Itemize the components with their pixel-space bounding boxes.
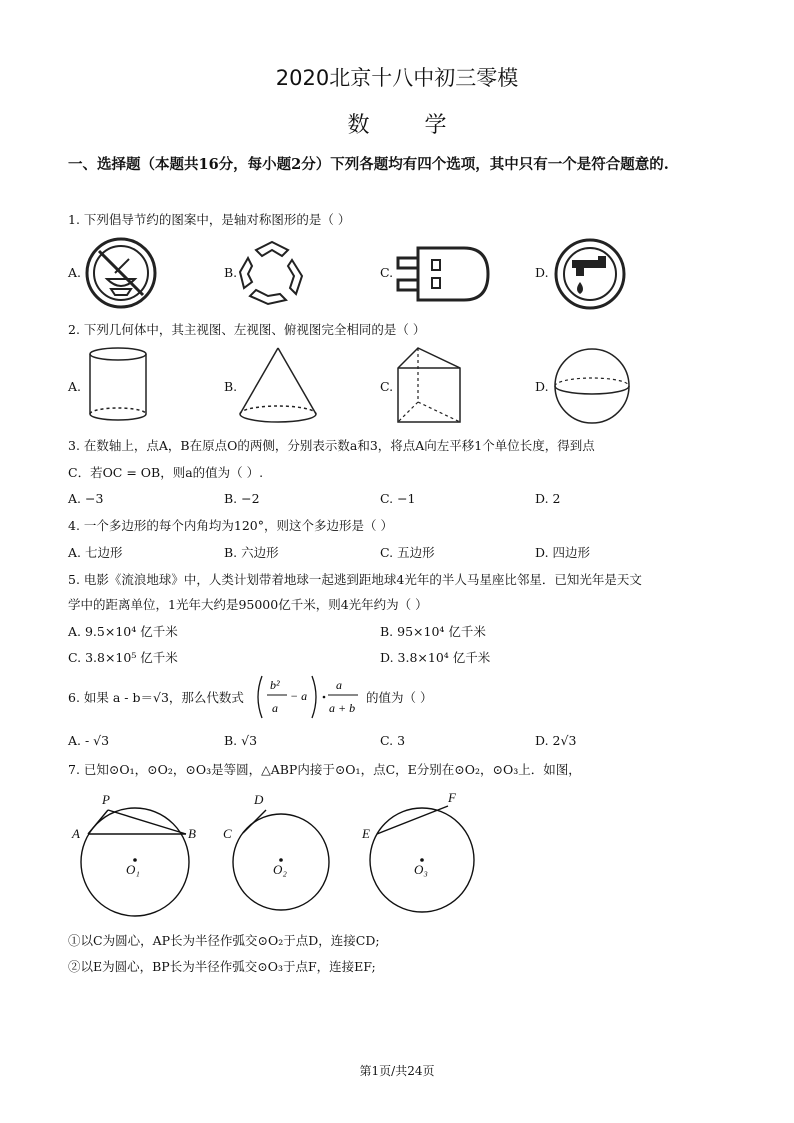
sphere-icon — [553, 347, 631, 425]
q6-minus-a: − a — [290, 689, 308, 703]
q5-option-b: B. 95×10⁴ 亿千米 — [380, 624, 486, 639]
label-e: E — [362, 826, 370, 841]
no-food-waste-icon — [85, 237, 157, 309]
q6-frac1-num: b² — [270, 678, 280, 692]
q3-option-c: C. −1 — [380, 491, 416, 506]
q6-option-a: A. - √3 — [68, 733, 110, 748]
label-a: A — [72, 826, 80, 841]
q1-stem: 1. 下列倡导节约的图案中，是轴对称图形的是（ ） — [68, 212, 351, 227]
q6-prefix: 6. 如果 a - b＝√3，那么代数式 — [68, 690, 244, 705]
q5-line2: 学中的距离单位，1光年大约是95000亿千米，则4光年约为（ ） — [68, 597, 428, 612]
q2-option-b: B. — [224, 379, 238, 394]
q1-option-c: C. — [380, 265, 394, 280]
label-d: D — [254, 792, 264, 807]
label-b: B — [188, 826, 196, 841]
label-c: C — [223, 826, 232, 841]
q3-line1: 3. 在数轴上，点A，B在原点O的两侧，分别表示数a和3，将点A向左平移1个单位长度，得到点 — [68, 438, 595, 453]
q7-step2: ②以E为圆心，BP长为半径作弧交⊙O₃于点F，连接EF; — [68, 959, 376, 974]
q5-option-d: D. 3.8×10⁴ 亿千米 — [380, 650, 491, 665]
q3-option-b: B. −2 — [224, 491, 260, 506]
q1-option-d: D. — [535, 265, 549, 280]
q2-stem: 2. 下列几何体中，其主视图、左视图、俯视图完全相同的是（ ） — [68, 322, 426, 337]
q4-option-a: A. 七边形 — [68, 545, 123, 560]
q4-stem: 4. 一个多边形的每个内角均为120°，则这个多边形是（ ） — [68, 518, 393, 533]
q7-step1: ①以C为圆心，AP长为半径作弧交⊙O₂于点D，连接CD; — [68, 933, 380, 948]
q4-option-d: D. 四边形 — [535, 545, 591, 560]
q3-option-a: A. −3 — [68, 491, 104, 506]
power-plug-icon — [394, 244, 492, 304]
q6-option-c: C. 3 — [380, 733, 406, 748]
label-o1: O₁ — [126, 862, 140, 877]
label-o3: O₃ — [414, 862, 428, 877]
q6-frac2-den: a + b — [329, 701, 356, 715]
q6-frac1-den: a — [272, 701, 278, 715]
cylinder-icon — [88, 346, 148, 424]
q3-option-d: D. 2 — [535, 491, 561, 506]
q6-frac2-num: a — [336, 678, 342, 692]
label-o2: O₂ — [273, 862, 287, 877]
page-title: 2020北京十八中初三零模 — [275, 66, 519, 90]
q5-option-c: C. 3.8×10⁵ 亿千米 — [68, 650, 178, 665]
label-p: P — [102, 792, 110, 807]
water-tap-icon — [554, 238, 626, 310]
q2-option-c: C. — [380, 379, 394, 394]
page-number: 第1页/共24页 — [359, 1064, 435, 1078]
q2-option-d: D. — [535, 379, 549, 394]
q4-option-b: B. 六边形 — [224, 545, 279, 560]
q5-line1: 5. 电影《流浪地球》中，人类计划带着地球一起逃到距地球4光年的半人马星座比邻星．已知光年是天文 — [68, 572, 642, 587]
label-f: F — [448, 790, 456, 805]
q5-option-a: A. 9.5×10⁴ 亿千米 — [68, 624, 178, 639]
q2-option-a: A. — [68, 379, 82, 394]
section-heading: 一、选择题（本题共16分，每小题2分）下列各题均有四个选项，其中只有一个是符合题意的. — [68, 156, 669, 173]
q1-option-b: B. — [224, 265, 238, 280]
q6-option-b: B. √3 — [224, 733, 258, 748]
q4-option-c: C. 五边形 — [380, 545, 435, 560]
cone-icon — [238, 346, 318, 426]
triangular-prism-icon — [396, 346, 462, 426]
q1-option-a: A. — [68, 265, 82, 280]
q7-circles-figure — [68, 790, 456, 920]
q6-expression — [254, 674, 360, 720]
recycle-arrows-icon — [236, 238, 308, 308]
q3-line2: C．若OC = OB，则a的值为（ ）. — [68, 465, 264, 480]
q6-option-d: D. 2√3 — [535, 733, 577, 748]
q7-stem: 7. 已知⊙O₁，⊙O₂，⊙O₃是等圆，△ABP内接于⊙O₁，点C，E分别在⊙O₂，⊙O₃上．如图， — [68, 762, 581, 777]
q6-suffix: 的值为（ ） — [366, 690, 433, 705]
subject-title: 数 学 — [347, 113, 471, 138]
